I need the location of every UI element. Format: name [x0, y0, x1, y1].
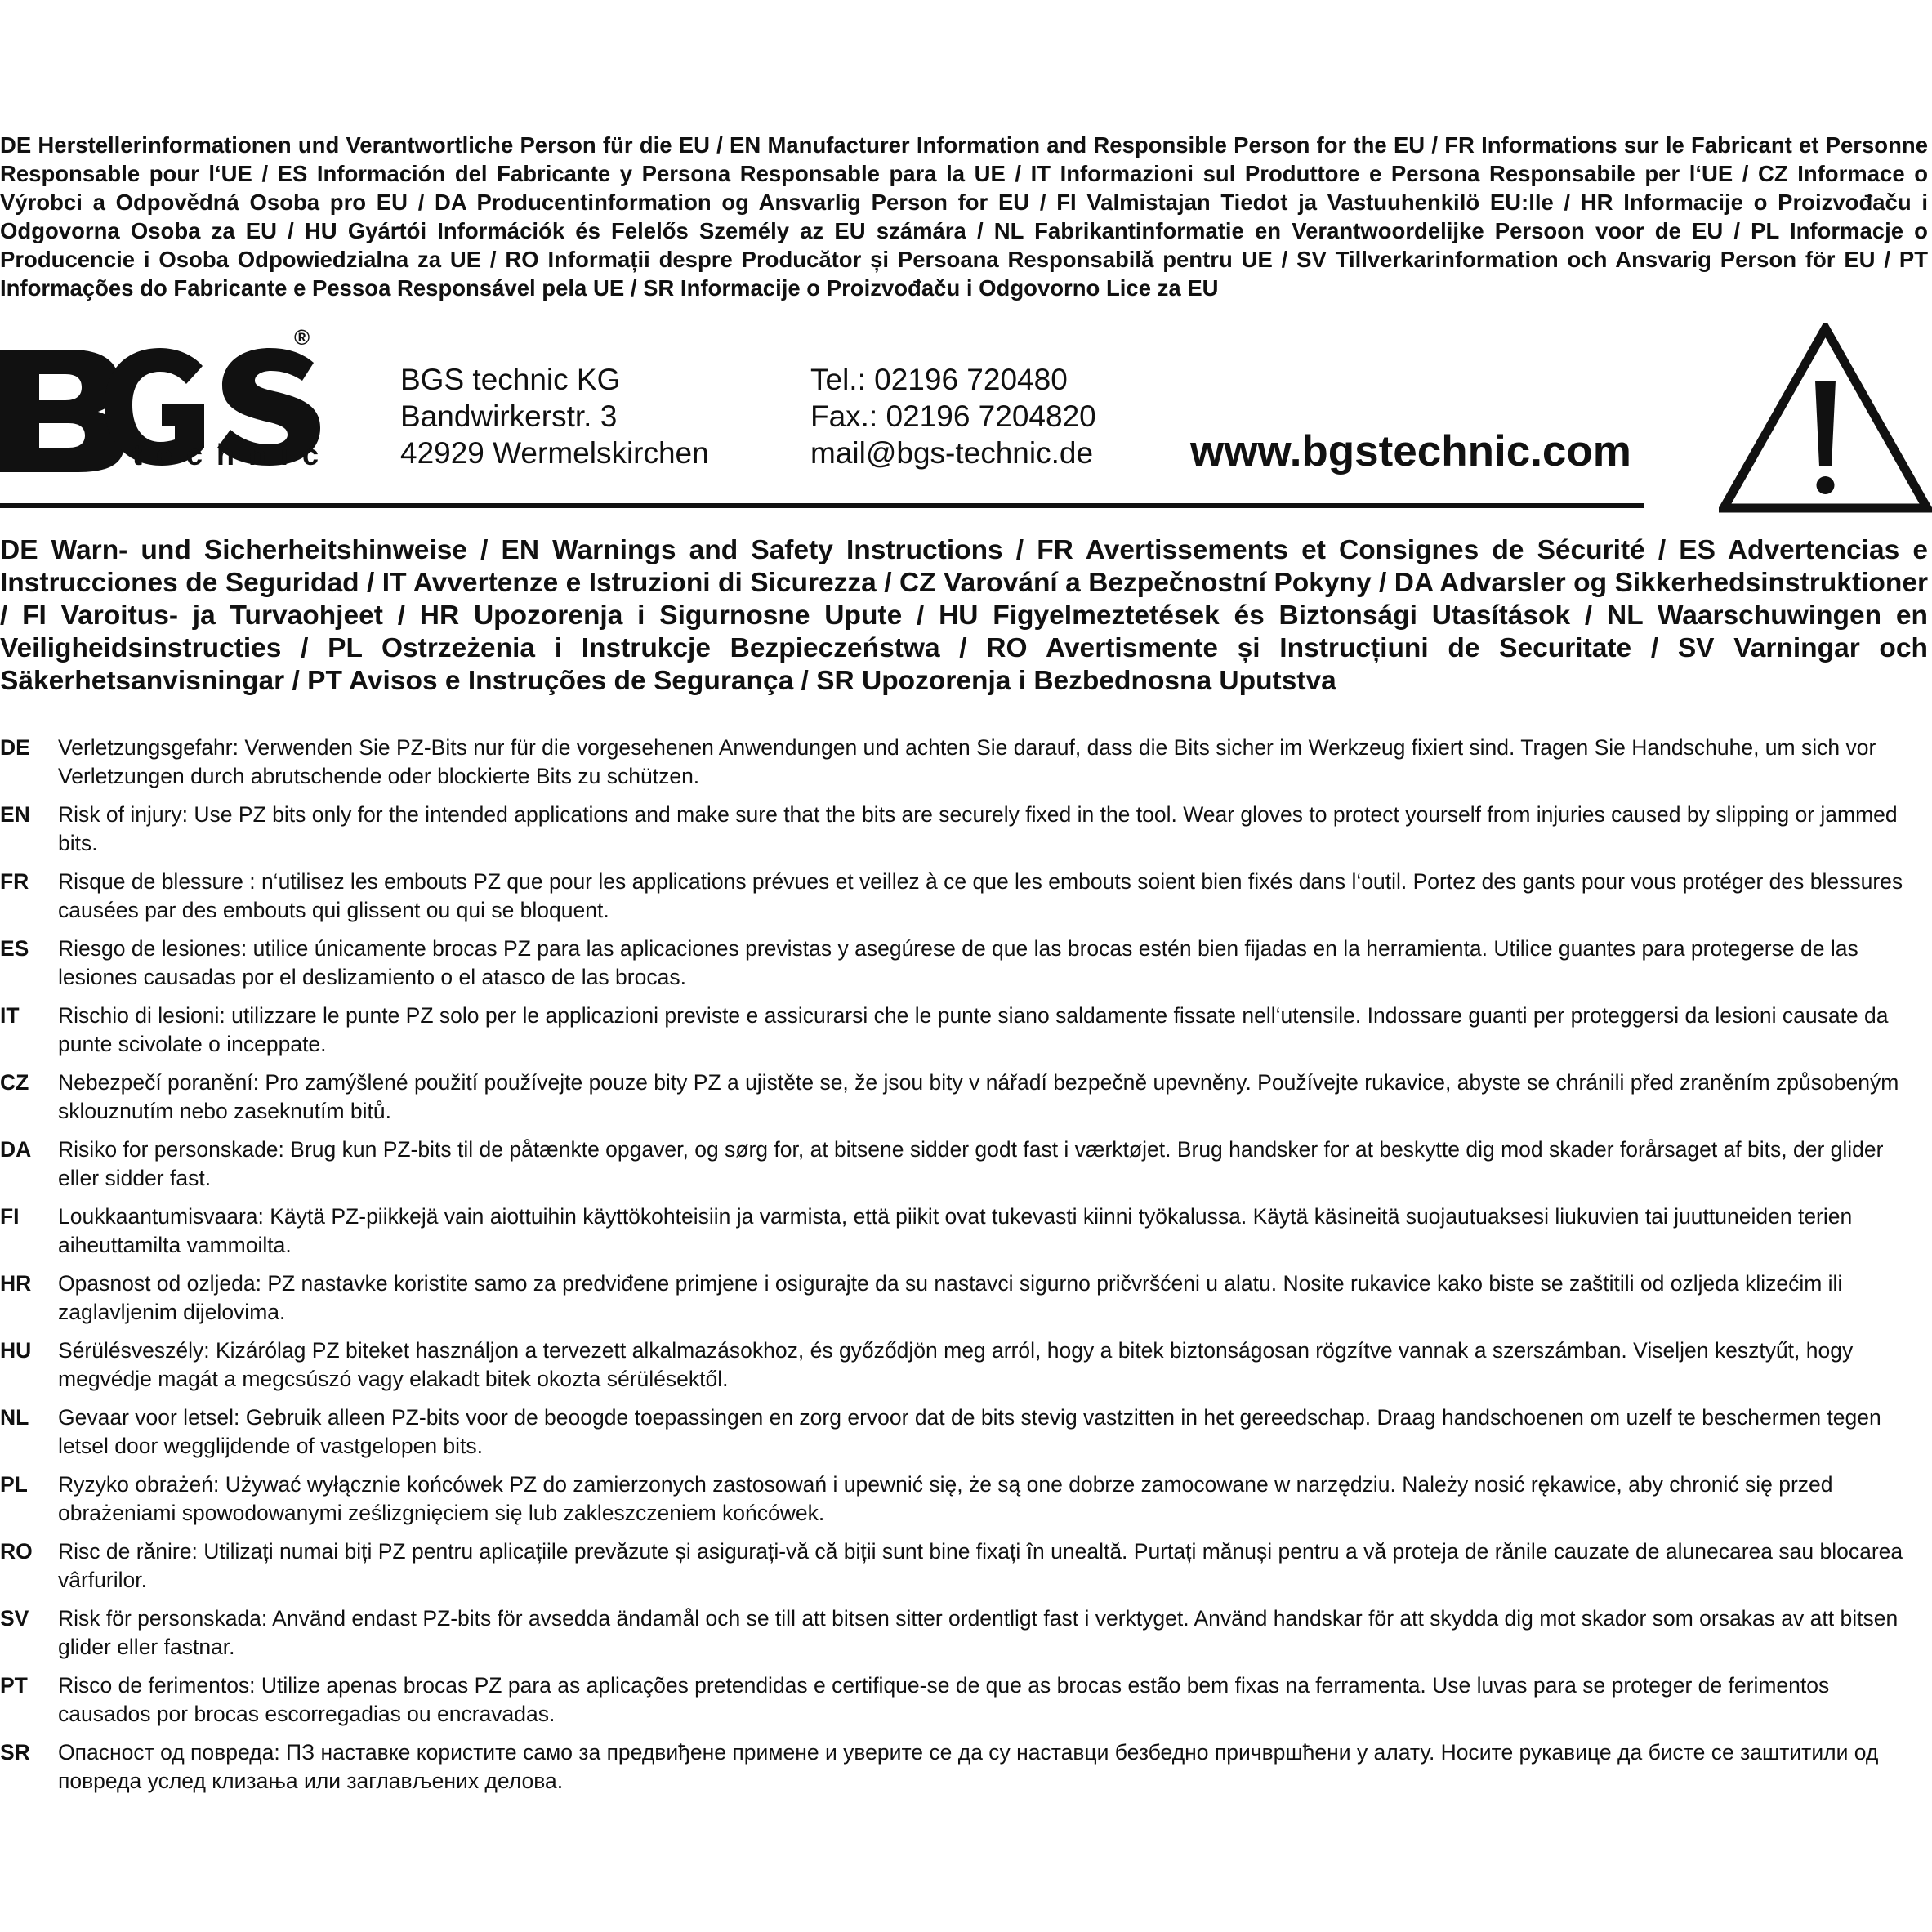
company-street: Bandwirkerstr. 3 [400, 399, 618, 433]
warning-text: Risc de rănire: Utilizați numai biți PZ pentru aplicațiile prevăzute și asigurați-vă că biții sunt bine fixați în unealtă. Purtați mănuși pentru a vă proteja de rănile cauzate de alunecarea sau blocarea vârfurilor. [58, 1539, 1903, 1592]
company-name: BGS technic KG [400, 363, 621, 396]
logo-subtitle: technic [132, 438, 333, 471]
warning-lang-code: SV [0, 1606, 29, 1631]
warning-item-nl [0, 1403, 1928, 1470]
warning-text: Risque de blessure : n‘utilisez les embouts PZ que pour les applications prévues et veillez à ce que les embouts soient bien fixés dans l‘outil. Portez des gants pour vous protéger des blessures causées par des embouts qui glissent ou qui se bloquent. [58, 869, 1903, 922]
warning-lang-code: DA [0, 1137, 32, 1162]
warning-text: Nebezpečí poranění: Pro zamýšlené použití používejte pouze bity PZ a ujistěte se, že jsou bity v nářadí bezpečně upevněny. Používejte rukavice, abyste se chránili před zraněním způsobeným sklouznutím nebo zaseknutím bitů. [58, 1070, 1899, 1123]
warning-lang-code: DE [0, 735, 30, 760]
warning-item-es [0, 935, 1928, 1002]
warning-item-it [0, 1002, 1928, 1069]
website-link[interactable]: www.bgstechnic.com [1190, 427, 1631, 475]
warning-lang-code: SR [0, 1740, 30, 1765]
warning-text: Risk för personskada: Använd endast PZ-bits för avsedda ändamål och se till att bitsen sitter ordentligt fast i verktyget. Använd handskar för att skydda dig mot skador som orsakas av att bitsen glider eller fastnar. [58, 1606, 1899, 1659]
warning-item-pt [0, 1671, 1928, 1738]
contact-phone: Tel.: 02196 720480 [810, 363, 1068, 396]
warning-text: Loukkaantumisvaara: Käytä PZ-piikkejä vain aiottuihin käyttökohteisiin ja varmista, että piikit ovat tukevasti kiinni työkalussa. Käytä käsineitä suojautuaksesi liukuvien tai juuttuneiden terien aiheuttamilta vammoilta. [58, 1204, 1853, 1257]
warning-text: Sérülésveszély: Kizárólag PZ biteket használjon a tervezett alkalmazásokhoz, és győződjön meg arról, hogy a bitek biztonságosan rögzítve vannak a szerszámban. Viseljen kesztyűt, hogy megvédje magát a megcsúszó vagy elakadt bitek okozta sérülésektől. [58, 1338, 1854, 1391]
warning-lang-code: PL [0, 1472, 28, 1497]
warning-item-hu [0, 1336, 1928, 1403]
company-city: 42929 Wermelskirchen [400, 436, 709, 470]
contact-email[interactable]: mail@bgs-technic.de [810, 436, 1094, 470]
warning-item-fi [0, 1202, 1928, 1269]
warning-item-sr [0, 1738, 1928, 1805]
warning-item-cz [0, 1069, 1928, 1136]
warning-lang-code: FI [0, 1204, 20, 1229]
warning-item-en [0, 801, 1928, 868]
header-divider [0, 503, 1644, 508]
warning-lang-code: RO [0, 1539, 33, 1564]
warning-text: Ryzyko obrażeń: Używać wyłącznie końcówek PZ do zamierzonych zastosowań i upewnić się, że są one dobrze zamocowane w narzędziu. Należy nosić rękawice, aby chronić się przed obrażeniami spowodowanymi ześlizgnięciem się lub zakleszczeniem końcówek. [58, 1472, 1833, 1525]
warning-item-da [0, 1136, 1928, 1202]
warning-text: Risk of injury: Use PZ bits only for the intended applications and make sure that the bits are securely fixed in the tool. Wear gloves to protect yourself from injuries caused by slipping or jammed bits. [58, 802, 1898, 855]
warning-lang-code: HU [0, 1338, 32, 1363]
manufacturer-info-heading: DE Herstellerinformationen und Verantwortliche Person für die EU / EN Manufacturer Information and Responsible Person for the EU / FR Informations sur le Fabricant et Personne Responsable pour l‘UE / ES Información del Fabricante y Persona Responsable para la UE / IT Informazioni sul Produttore e Persona Responsabile per l‘UE / CZ Informace o Výrobci a Odpovědná Osoba pro EU / DA Producentinformation og Ansvarlig Person for EU / FI Valmistajan Tiedot ja Vastuuhenkilö EU:lle / HR Informacije o Proizvođaču i Odgovorna Osoba za EU / HU Gyártói Információk és Felelős Személy az EU számára / NL Fabrikantinformatie en Verantwoordelijke Persoon voor de EU / PL Informacje o Producencie i Osoba Odpowiedzialna za UE / RO Informații despre Producător și Persoana Responsabilă pentru UE / SV Tillverkarinformation och Ansvarig Person för EU / PT Informações do Fabricante e Pessoa Responsável pela UE / SR Informacije o Proizvođaču i Odgovorno Lice za EU [0, 132, 1928, 301]
safety-section-title: DE Warn- und Sicherheitshinweise / EN Warnings and Safety Instructions / FR Avertissements et Consignes de Sécurité / ES Advertencias e Instrucciones de Seguridad / IT Avvertenze e Istruzioni di Sicurezza / CZ Varování a Bezpečnostní Pokyny / DA Advarsler og Sikkerhedsinstruktioner / FI Varoitus- ja Turvaohjeet / HR Upozorenja i Sigurnosne Upute / HU Figyelmeztetések és Biztonsági Utasítások / NL Waarschuwingen en Veiligheidsinstructies / PL Ostrzeżenia i Instrukcje Bezpieczeństwa / RO Avertismente și Instrucțiuni de Securitate / SV Varningar och Säkerhetsanvisningar / PT Avisos e Instruções de Segurança / SR Upozorenja i Bezbednosna Uputstva [0, 535, 1928, 696]
warning-text: Verletzungsgefahr: Verwenden Sie PZ-Bits nur für die vorgesehenen Anwendungen und achten Sie darauf, dass die Bits sicher im Werkzeug fixiert sind. Tragen Sie Handschuhe, um sich vor Verletzungen durch abrutschende oder blockierte Bits zu schützen. [58, 735, 1876, 788]
company-address [400, 361, 709, 471]
warning-text: Risco de ferimentos: Utilize apenas brocas PZ para as aplicações pretendidas e certifique-se de que as brocas estão bem fixas na ferramenta. Use luvas para se proteger de ferimentos causados por brocas escorregadias ou encravadas. [58, 1673, 1830, 1726]
warning-text: Risiko for personskade: Brug kun PZ-bits til de påtænkte opgaver, og sørg for, at bitsene sidder godt fast i værktøjet. Brug handsker for at beskytte dig mod skader forårsaget af bits, der glider eller sidder fast. [58, 1137, 1884, 1190]
company-contact [810, 361, 1096, 471]
bgs-technic-logo [0, 325, 333, 472]
warnings-list [0, 734, 1928, 1805]
warning-item-ro [0, 1537, 1928, 1604]
warning-item-fr [0, 868, 1928, 935]
warning-lang-code: IT [0, 1003, 20, 1028]
warning-icon [1719, 323, 1932, 513]
warning-lang-code: PT [0, 1673, 28, 1698]
warning-text: Opasnost od ozljeda: PZ nastavke koristite samo za predviđene primjene i osigurajte da su nastavci sigurno pričvršćeni u alatu. Nosite rukavice kako biste se zaštitili od ozljeda klizećim ili zaglavljenim dijelovima. [58, 1271, 1843, 1324]
contact-fax: Fax.: 02196 7204820 [810, 399, 1096, 433]
warning-text: Опасност од повреда: ПЗ наставке користите само за предвиђене примене и уверите се да су наставци безбедно причвршћени у алату. Носите рукавице да бисте се заштитили од повреда услед клизања или заглављених делова. [58, 1740, 1879, 1793]
warning-item-de [0, 734, 1928, 801]
warning-lang-code: HR [0, 1271, 32, 1296]
warning-lang-code: ES [0, 936, 29, 961]
warning-item-hr [0, 1269, 1928, 1336]
warning-item-pl [0, 1470, 1928, 1537]
warning-lang-code: NL [0, 1405, 29, 1430]
warning-lang-code: EN [0, 802, 30, 827]
warning-lang-code: CZ [0, 1070, 29, 1095]
warning-text: Rischio di lesioni: utilizzare le punte PZ solo per le applicazioni previste e assicurarsi che le punte siano saldamente fissate nell‘utensile. Indossare guanti per proteggersi da lesioni causate da punte scivolate o inceppate. [58, 1003, 1889, 1056]
warning-text: Riesgo de lesiones: utilice únicamente brocas PZ para las aplicaciones previstas y asegúrese de que las brocas estén bien fijadas en la herramienta. Utilice guantes para protegerse de las lesiones causadas por el deslizamiento o el atasco de las brocas. [58, 936, 1858, 989]
warning-text: Gevaar voor letsel: Gebruik alleen PZ-bits voor de beoogde toepassingen en zorg ervoor dat de bits stevig vastzitten in het gereedschap. Draag handschoenen om uzelf te beschermen tegen letsel door wegglijdende of vastgelopen bits. [58, 1405, 1881, 1458]
warning-lang-code: FR [0, 869, 29, 894]
registered-mark: ® [294, 325, 310, 350]
warning-item-sv [0, 1604, 1928, 1671]
